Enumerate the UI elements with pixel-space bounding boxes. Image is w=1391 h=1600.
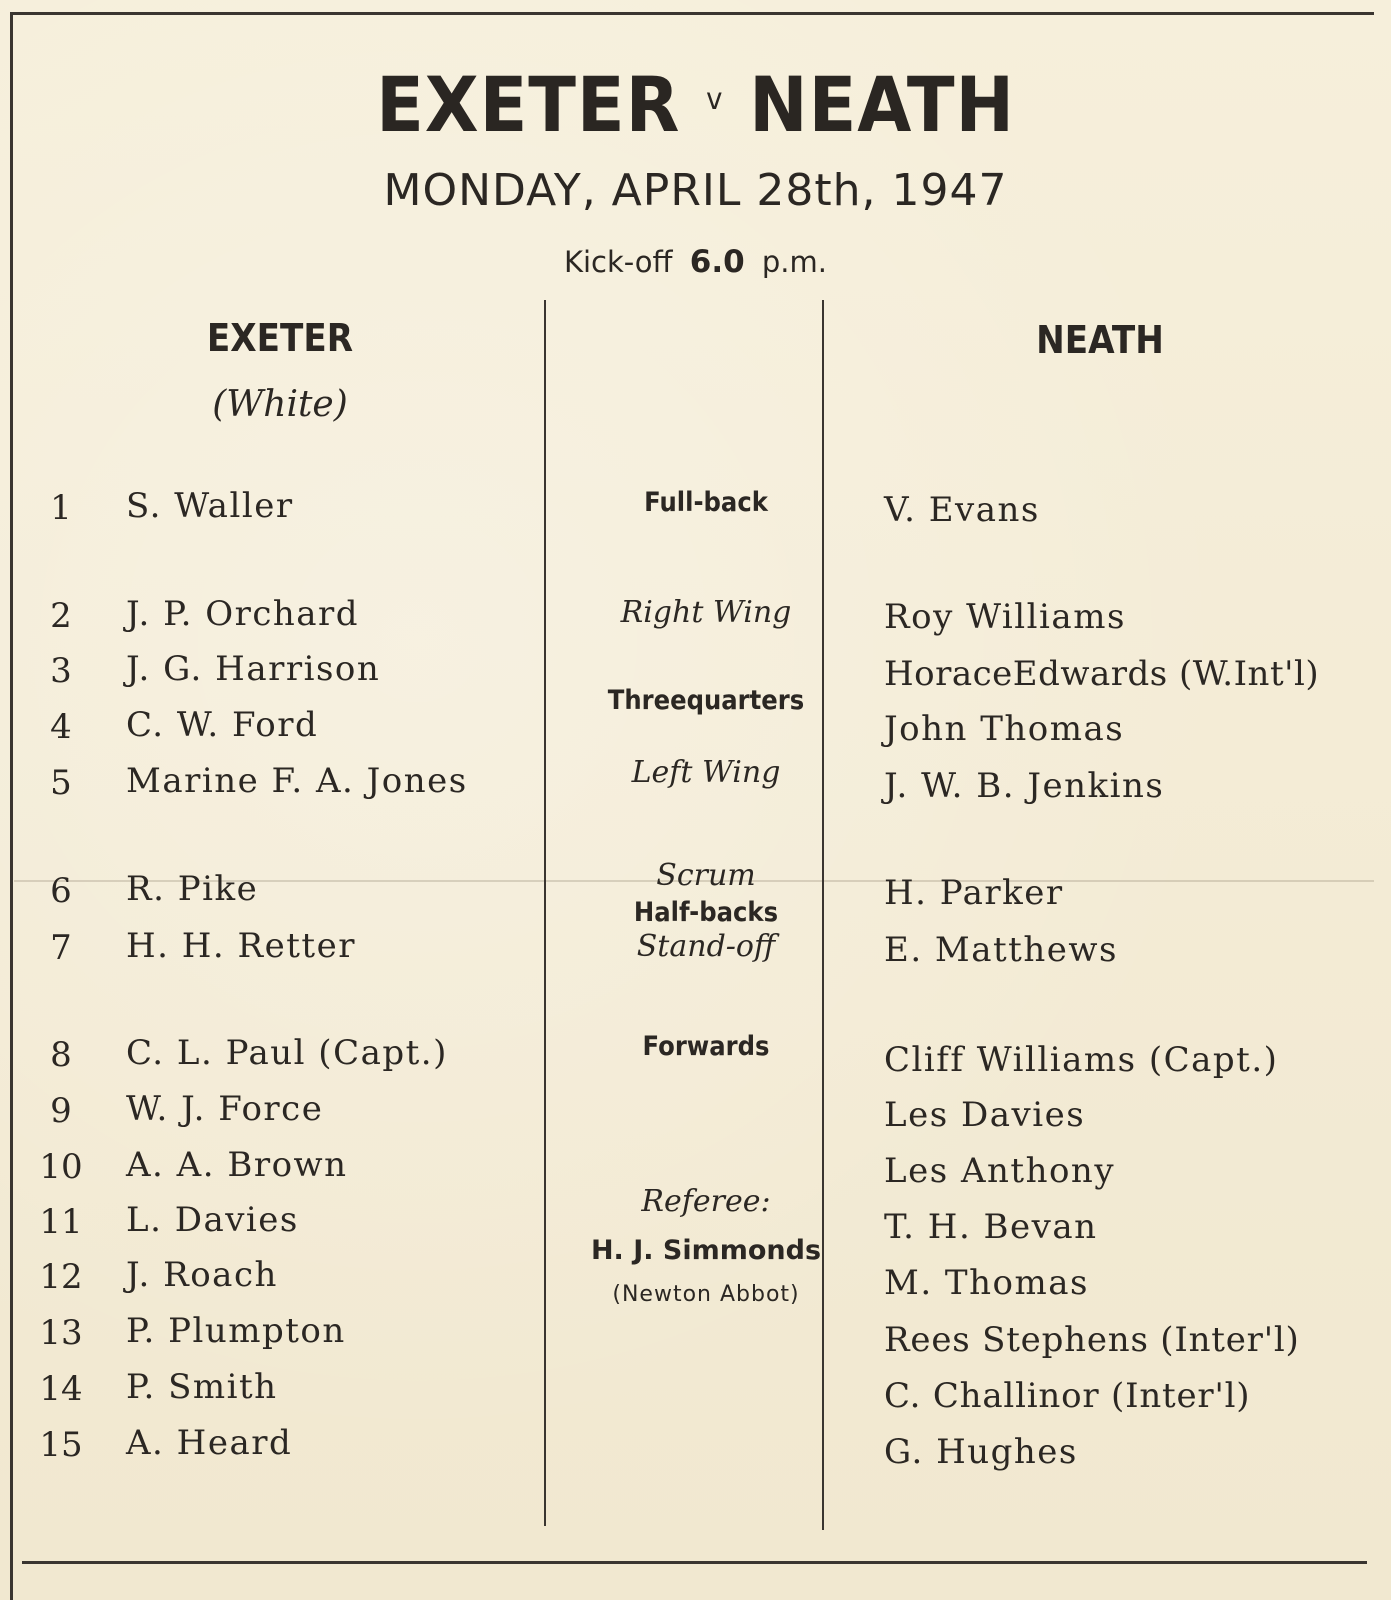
exeter-player: P. Plumpton [126, 1311, 346, 1351]
player-number: 13 [39, 1313, 83, 1353]
neath-player: H. Parker [884, 873, 1064, 913]
neath-player: HoraceEdwards (W.Int'l) [884, 654, 1320, 694]
player-number: 8 [50, 1035, 72, 1075]
position-forwards: Forwards [642, 1031, 770, 1062]
player-number: 12 [39, 1257, 83, 1297]
player-number: 15 [39, 1425, 83, 1465]
exeter-player: J. Roach [126, 1255, 278, 1295]
exeter-player: C. L. Paul (Capt.) [126, 1033, 448, 1073]
neath-player: Cliff Williams (Capt.) [884, 1040, 1279, 1080]
exeter-player: A. A. Brown [126, 1145, 348, 1185]
exeter-player: A. Heard [126, 1423, 293, 1463]
neath-player: Rees Stephens (Inter'l) [884, 1320, 1300, 1360]
player-number: 7 [50, 928, 72, 968]
player-number: 9 [50, 1091, 72, 1131]
home-team-title: EXETER [376, 60, 681, 149]
exeter-player: Marine F. A. Jones [126, 761, 468, 801]
player-number: 14 [39, 1369, 83, 1409]
column-divider-left [544, 300, 546, 1526]
exeter-heading: EXETER [206, 316, 354, 360]
kickoff-line [0, 244, 1391, 280]
position-full-back: Full-back [644, 487, 768, 518]
kickoff-time: 6.0 [689, 244, 745, 280]
exeter-player: C. W. Ford [126, 705, 319, 745]
exeter-colours: (White) [212, 384, 348, 425]
neath-player: E. Matthews [884, 930, 1118, 970]
versus: v [706, 82, 724, 117]
neath-player: G. Hughes [884, 1432, 1078, 1472]
neath-player: C. Challinor (Inter'l) [884, 1376, 1251, 1416]
neath-player: V. Evans [884, 490, 1040, 530]
position-stand-off: Stand-off [636, 929, 776, 964]
position-threequarters: Threequarters [607, 685, 805, 716]
exeter-player: J. P. Orchard [126, 594, 360, 634]
position-scrum: Scrum [656, 858, 756, 893]
neath-player: Les Anthony [884, 1151, 1116, 1191]
top-border [12, 12, 1374, 15]
neath-player: M. Thomas [884, 1263, 1089, 1303]
player-number: 10 [39, 1147, 83, 1187]
exeter-player: L. Davies [126, 1200, 299, 1240]
exeter-player: P. Smith [126, 1367, 278, 1407]
player-number: 1 [50, 488, 72, 528]
player-number: 2 [50, 596, 72, 636]
neath-player: Roy Williams [884, 597, 1126, 637]
player-number: 11 [39, 1202, 83, 1242]
referee-name: H. J. Simmonds [590, 1235, 822, 1266]
exeter-player: S. Waller [126, 486, 294, 526]
neath-player: T. H. Bevan [884, 1207, 1098, 1247]
referee-label: Referee: [641, 1184, 771, 1219]
exeter-player: J. G. Harrison [126, 649, 381, 689]
bottom-border [22, 1561, 1367, 1564]
match-title [56, 60, 1336, 149]
player-number: 5 [50, 763, 72, 803]
player-number: 3 [50, 651, 72, 691]
kickoff-label: Kick-off [563, 245, 673, 279]
position-right-wing: Right Wing [620, 595, 792, 630]
exeter-player: H. H. Retter [126, 926, 356, 966]
kickoff-suffix: p.m. [761, 245, 827, 279]
exeter-player: W. J. Force [126, 1089, 324, 1129]
position-half-backs: Half-backs [633, 897, 779, 928]
player-number: 4 [50, 707, 72, 747]
position-left-wing: Left Wing [631, 755, 781, 790]
exeter-player: R. Pike [126, 869, 259, 909]
neath-player: Les Davies [884, 1095, 1086, 1135]
neath-player: J. W. B. Jenkins [884, 766, 1165, 806]
neath-heading: NEATH [1036, 318, 1164, 362]
match-date: MONDAY, APRIL 28th, 1947 [383, 165, 1008, 216]
referee-club: (Newton Abbot) [612, 1282, 800, 1307]
away-team-title: NEATH [749, 60, 1015, 149]
player-number: 6 [50, 871, 72, 911]
neath-player: John Thomas [884, 709, 1125, 749]
